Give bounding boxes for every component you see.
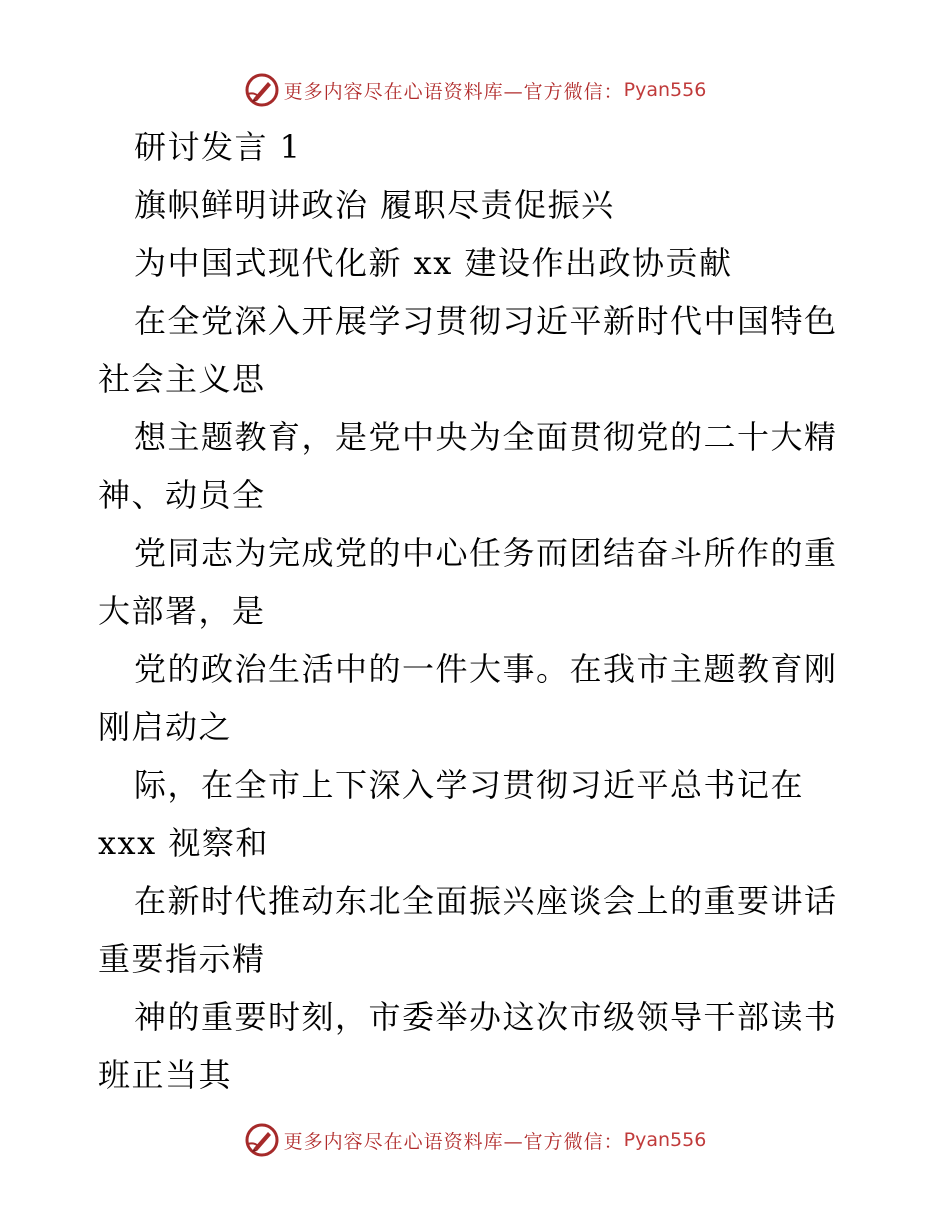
text-line: 在新时代推动东北全面振兴座谈会上的重要讲话 — [134, 882, 838, 920]
header-banner — [0, 70, 950, 110]
text-line: 刚启动之 — [98, 708, 233, 746]
document-body — [98, 118, 858, 1104]
text-line: 在全党深入开展学习贯彻习近平新时代中国特色 — [134, 302, 838, 340]
pen-logo-icon — [244, 72, 280, 108]
text-line: 想主题教育，是党中央为全面贯彻党的二十大精 — [134, 418, 838, 456]
banner-wechat-id: Pyan556 — [623, 79, 707, 101]
text-line: 神、动员全 — [98, 476, 266, 514]
text-line: xxx 视察和 — [98, 824, 269, 862]
banner-wechat-id: Pyan556 — [623, 1129, 707, 1151]
text-line: 社会主义思 — [98, 360, 266, 398]
banner-text: 更多内容尽在心语资料库—官方微信： — [283, 80, 624, 103]
text-line: 党的政治生活中的一件大事。在我市主题教育刚 — [134, 650, 838, 688]
text-line: 旗帜鲜明讲政治 履职尽责促振兴 — [134, 186, 615, 224]
text-line: 党同志为完成党的中心任务而团结奋斗所作的重 — [134, 534, 838, 572]
banner-text: 更多内容尽在心语资料库—官方微信： — [283, 1130, 624, 1153]
text-line: 际，在全市上下深入学习贯彻习近平总书记在 — [134, 766, 805, 804]
text-line: 神的重要时刻，市委举办这次市级领导干部读书 — [134, 998, 838, 1036]
text-line: 重要指示精 — [98, 940, 266, 978]
text-line: 班正当其 — [98, 1056, 233, 1094]
pen-logo-icon — [244, 1122, 280, 1158]
text-line: 研讨发言 1 — [134, 128, 302, 166]
text-line: 为中国式现代化新 xx 建设作出政协贡献 — [134, 244, 733, 282]
text-line: 大部署，是 — [98, 592, 266, 630]
footer-banner — [0, 1120, 950, 1160]
